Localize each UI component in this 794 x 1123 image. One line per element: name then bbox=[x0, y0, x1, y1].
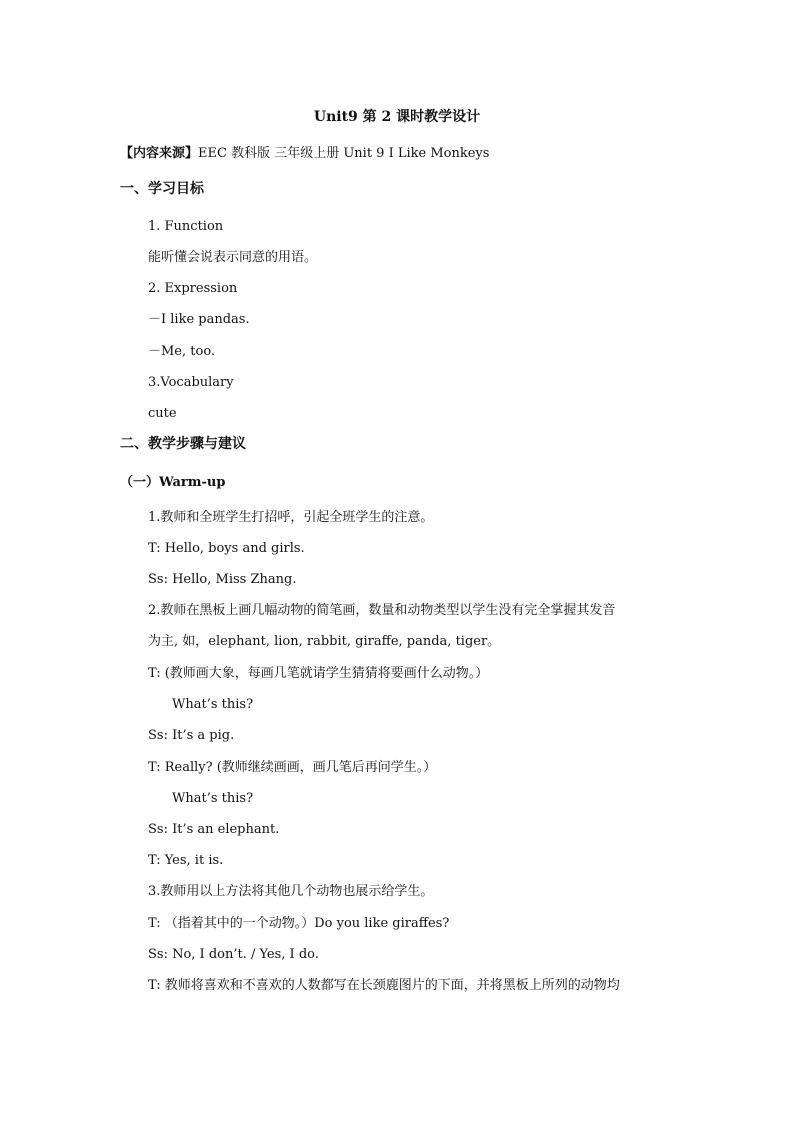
step-line: T: Yes, it is. bbox=[148, 853, 224, 868]
step-line: 2.教师在黑板上画几幅动物的简笔画，数量和动物类型以学生没有完全掌握其发音 bbox=[148, 603, 616, 618]
step-line: 为主, 如，elephant, lion, rabbit, giraffe, panda, tiger。 bbox=[148, 634, 501, 649]
step-line: Ss: No, I don’t. / Yes, I do. bbox=[148, 947, 319, 962]
step-line: Ss: It’s a pig. bbox=[148, 728, 235, 743]
objective-line: 1. Function bbox=[148, 219, 224, 234]
step-line: What’s this? bbox=[172, 697, 254, 712]
objective-line: 3.Vocabulary bbox=[148, 375, 234, 390]
objective-line: 能听懂会说表示同意的用语。 bbox=[148, 250, 318, 265]
content-source bbox=[120, 146, 489, 162]
document-title: Unit9 第 2 课时教学设计 bbox=[313, 109, 481, 125]
section-heading-steps: 二、教学步骤与建议 bbox=[120, 436, 246, 452]
step-line: T: （指着其中的一个动物。）Do you like giraffes? bbox=[148, 916, 450, 931]
section-heading-objectives: 一、学习目标 bbox=[120, 181, 204, 197]
step-line: 3.教师用以上方法将其他几个动物也展示给学生。 bbox=[148, 884, 434, 899]
step-line: Ss: Hello, Miss Zhang. bbox=[148, 572, 297, 587]
step-line: T: (教师画大象，每画几笔就请学生猜猜将要画什么动物。） bbox=[148, 666, 489, 681]
step-line: T: 教师将喜欢和不喜欢的人数都写在长颈鹿图片的下面，并将黑板上所列的动物均 bbox=[148, 978, 620, 993]
step-line: Ss: It’s an elephant. bbox=[148, 822, 280, 837]
objective-line: －Me, too. bbox=[148, 344, 216, 359]
objective-line: cute bbox=[148, 406, 177, 421]
step-line: 1.教师和全班学生打招呼，引起全班学生的注意。 bbox=[148, 510, 434, 525]
step-line: What’s this? bbox=[172, 791, 254, 806]
content-source-text: EEC 教科版 三年级上册 Unit 9 I Like Monkeys bbox=[198, 146, 490, 161]
objective-line: －I like pandas. bbox=[148, 312, 250, 327]
objective-line: 2. Expression bbox=[148, 281, 238, 296]
step-line: T: Hello, boys and girls. bbox=[148, 541, 305, 556]
subheading-warm-up: （一）Warm-up bbox=[120, 475, 226, 490]
step-line: T: Really? (教师继续画画，画几笔后再问学生。） bbox=[148, 760, 437, 775]
content-source-label: 【内容来源】 bbox=[120, 146, 199, 161]
